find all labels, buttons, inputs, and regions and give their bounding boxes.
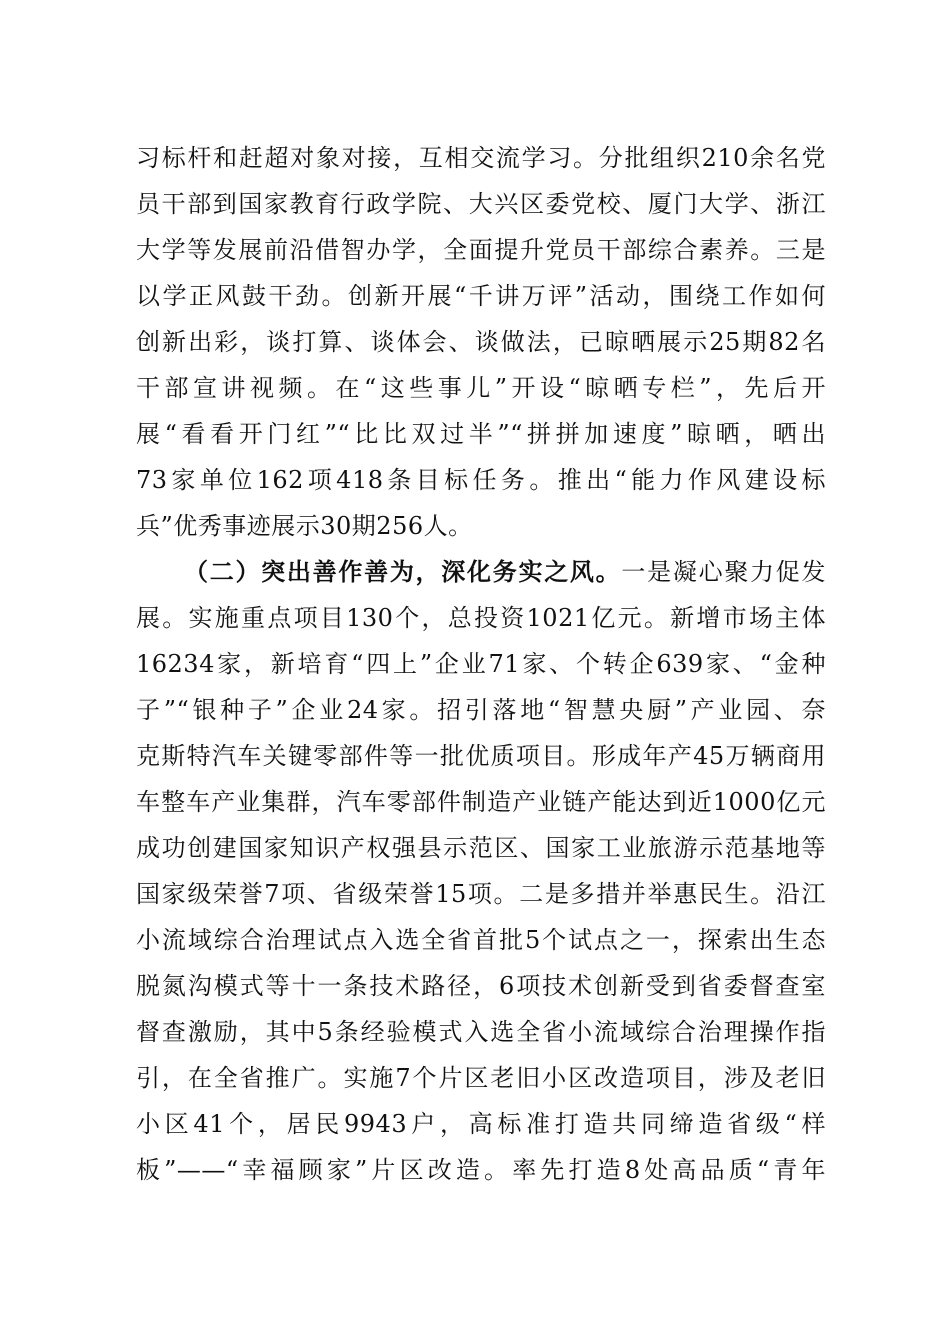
paragraph-2-line-13: 小区41个，居民9943户，高标准打造共同缔造省级“样 xyxy=(136,1110,826,1138)
paragraph-1-line-1: 习标杆和赶超对象对接，互相交流学习。分批组织210余名党 xyxy=(136,144,826,172)
paragraph-1-line-9: 兵”优秀事迹展示30期256人。 xyxy=(136,512,473,540)
paragraph-2-line-14: 板”——“幸福顾家”片区改造。率先打造8处高品质“青年 xyxy=(136,1156,826,1184)
paragraph-1-line-3: 大学等发展前沿借智办学，全面提升党员干部综合素养。三是 xyxy=(136,236,826,264)
paragraph-1-line-8: 73家单位162项418条目标任务。推出“能力作风建设标 xyxy=(136,466,826,494)
paragraph-2-line-2: 展。实施重点项目130个，总投资1021亿元。新增市场主体 xyxy=(136,604,826,632)
paragraph-2-line-3: 16234家，新培育“四上”企业71家、个转企639家、“金种 xyxy=(136,650,826,678)
section-heading: （二）突出善作善为，深化务实之风。 xyxy=(184,557,622,586)
paragraph-1-line-5: 创新出彩，谈打算、谈体会、谈做法，已晾晒展示25期82名 xyxy=(136,328,826,356)
paragraph-1-line-6: 干部宣讲视频。在“这些事儿”开设“晾晒专栏”，先后开 xyxy=(136,374,826,402)
paragraph-2-line-11: 督查激励，其中5条经验模式入选全省小流域综合治理操作指 xyxy=(136,1018,826,1046)
paragraph-2-line-4: 子”“银种子”企业24家。招引落地“智慧央厨”产业园、奈 xyxy=(136,696,826,724)
paragraph-2-line-7: 成功创建国家知识产权强县示范区、国家工业旅游示范基地等 xyxy=(136,834,826,862)
paragraph-2-line-8: 国家级荣誉7项、省级荣誉15项。二是多措并举惠民生。沿江 xyxy=(136,880,826,908)
paragraph-2-line-1 xyxy=(184,552,826,592)
paragraph-2-line-12: 引，在全省推广。实施7个片区老旧小区改造项目，涉及老旧 xyxy=(136,1064,826,1092)
paragraph-1-line-7: 展“看看开门红”“比比双过半”“拼拼加速度”晾晒，晒出 xyxy=(136,420,826,448)
paragraph-1-line-4: 以学正风鼓干劲。创新开展“千讲万评”活动，围绕工作如何 xyxy=(136,282,826,310)
paragraph-1-line-2: 员干部到国家教育行政学院、大兴区委党校、厦门大学、浙江 xyxy=(136,190,826,218)
paragraph-2-line-6: 车整车产业集群，汽车零部件制造产业链产能达到近1000亿元 xyxy=(136,788,826,816)
paragraph-2-line-9: 小流域综合治理试点入选全省首批5个试点之一，探索出生态 xyxy=(136,926,826,954)
paragraph-2-line-1-rest: 一是凝心聚力促发 xyxy=(621,558,827,586)
paragraph-2-line-5: 克斯特汽车关键零部件等一批优质项目。形成年产45万辆商用 xyxy=(136,742,826,770)
paragraph-2-line-10: 脱氮沟模式等十一条技术路径，6项技术创新受到省委督查室 xyxy=(136,972,826,1000)
